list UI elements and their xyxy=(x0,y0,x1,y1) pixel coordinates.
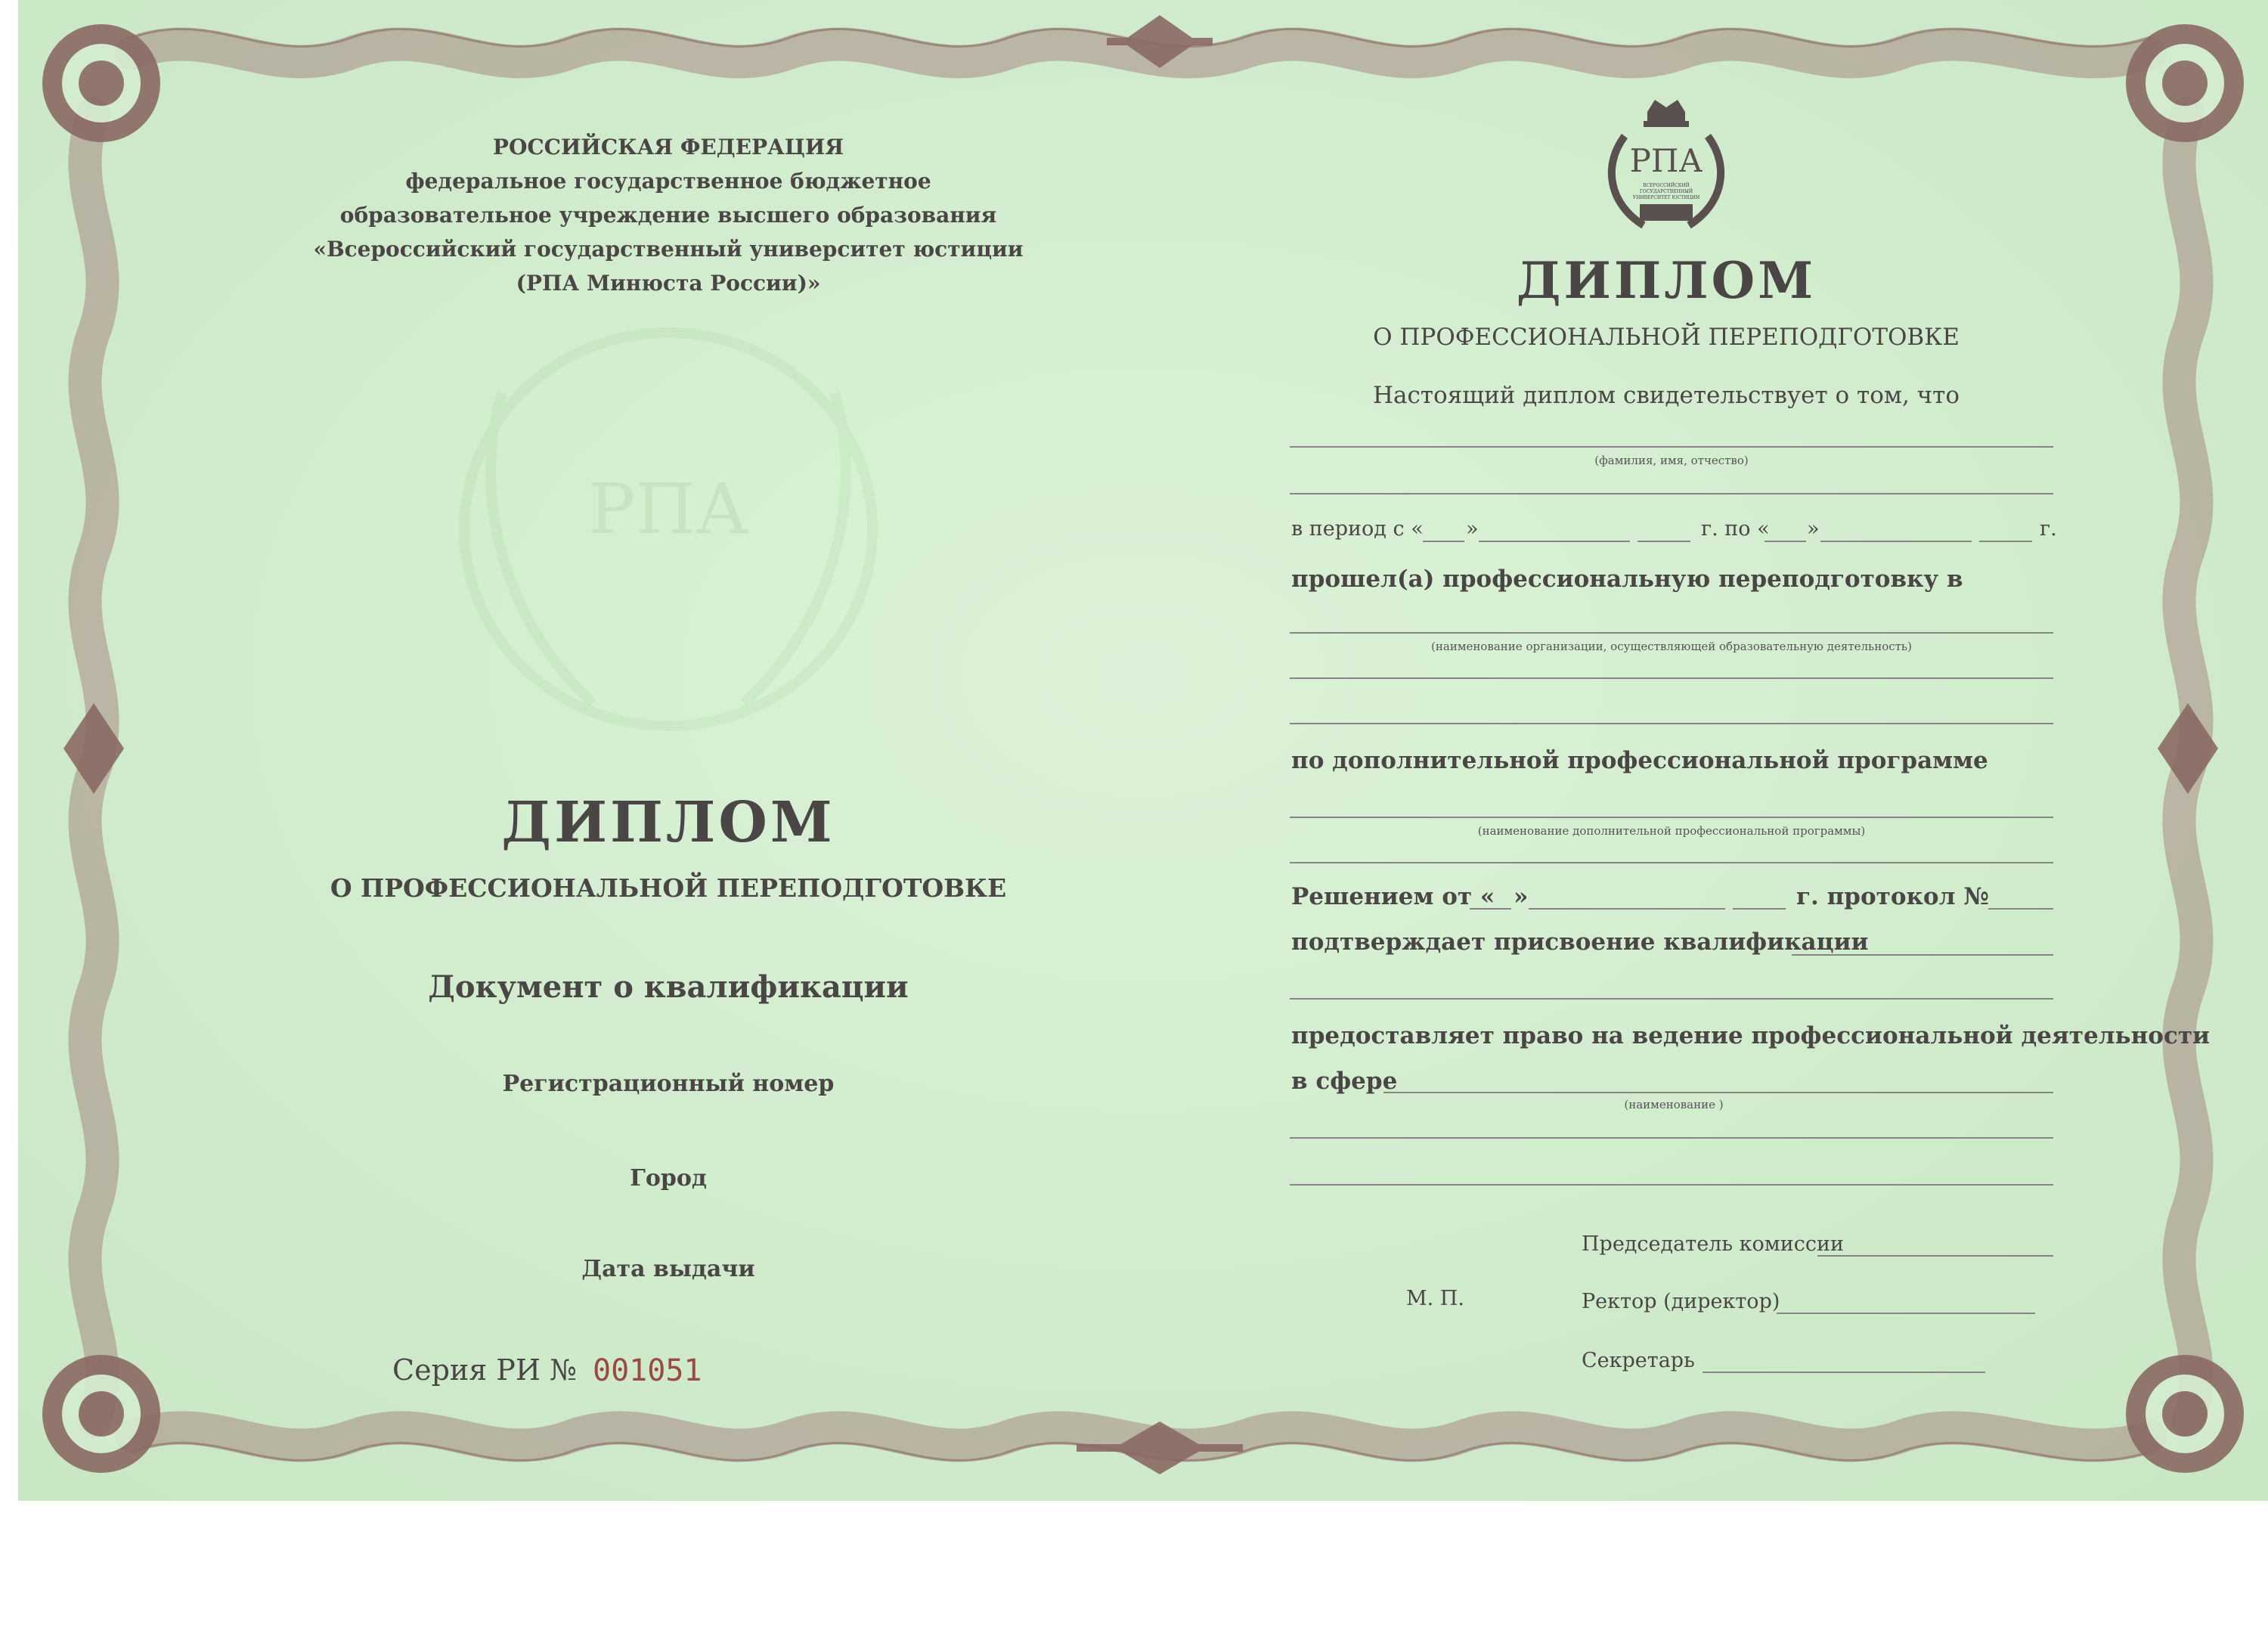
period-from-month-field[interactable] xyxy=(1479,541,1630,542)
organization-caption: (наименование организации, осуществляющей образовательную деятельность) xyxy=(1431,640,1912,653)
protocol-label: г. протокол № xyxy=(1796,883,1989,910)
period-to-month-field[interactable] xyxy=(1820,541,1972,542)
grants-text: предоставляет право на ведение профессиональной деятельности xyxy=(1291,1022,2211,1049)
registration-number-label: Регистрационный номер xyxy=(502,1071,835,1097)
full-name-caption: (фамилия, имя, отчество) xyxy=(1594,454,1749,467)
sphere-caption: (наименование ) xyxy=(1624,1098,1724,1111)
period-to-quote: » xyxy=(1807,517,1820,541)
document-type: Документ о квалификации xyxy=(428,969,909,1005)
program-line[interactable] xyxy=(1290,817,2053,818)
header-country: РОССИЙСКАЯ ФЕДЕРАЦИЯ xyxy=(492,135,844,160)
emblem-caption: ВСЕРОССИЙСКИЙ ГОСУДАРСТВЕННЫЙ УНИВЕРСИТЕТ ЮСТИЦИИ xyxy=(1632,183,1700,200)
rector-signature-line[interactable] xyxy=(1777,1313,2035,1314)
seal-place-label: М. П. xyxy=(1406,1287,1464,1310)
period-year-suffix: г. xyxy=(2040,517,2057,541)
organization-line-3[interactable] xyxy=(1290,723,2053,724)
program-line-2[interactable] xyxy=(1290,862,2053,863)
protocol-number-field[interactable] xyxy=(1988,908,2053,910)
program-caption: (наименование дополнительной профессиональной программы) xyxy=(1477,824,1866,838)
period-to-year-field[interactable] xyxy=(1979,541,2032,542)
chairman-signature-line[interactable] xyxy=(1817,1255,2053,1257)
confirms-text: подтверждает присвоение квалификации xyxy=(1291,928,1869,956)
sphere-line-2[interactable] xyxy=(1290,1137,2053,1139)
issuer-header xyxy=(313,130,1024,300)
period-from-quote: » xyxy=(1466,517,1479,541)
header-abbreviation: (РПА Минюста России)» xyxy=(516,271,821,296)
left-title: ДИПЛОМ xyxy=(501,790,835,855)
right-subtitle: О ПРОФЕССИОНАЛЬНОЙ ПЕРЕПОДГОТОВКЕ xyxy=(1373,324,1960,351)
sphere-label: в сфере xyxy=(1291,1068,1398,1095)
header-line-3: образовательное учреждение высшего образования xyxy=(339,203,997,228)
full-name-line-2[interactable] xyxy=(1290,493,2053,494)
chairman-label: Председатель комиссии xyxy=(1582,1232,1844,1256)
decision-label: Решением от « xyxy=(1291,883,1495,910)
left-subtitle: О ПРОФЕССИОНАЛЬНОЙ ПЕРЕПОДГОТОВКЕ xyxy=(330,873,1007,903)
passed-text: прошел(а) профессиональную переподготовку в xyxy=(1291,566,1963,593)
diploma-sheet xyxy=(18,0,2268,1501)
period-from-year-field[interactable] xyxy=(1637,541,1690,542)
sphere-field[interactable] xyxy=(1383,1092,2053,1093)
emblem-letters: РПА xyxy=(1629,142,1703,179)
full-name-line[interactable] xyxy=(1290,446,2053,448)
rector-label: Ректор (директор) xyxy=(1582,1290,1780,1313)
watermark-emblem-letters: РПА xyxy=(588,469,748,550)
city-label: Город xyxy=(630,1165,707,1192)
certifies-text: Настоящий диплом свидетельствует о том, что xyxy=(1373,382,1960,409)
organization-line[interactable] xyxy=(1290,632,2053,634)
secretary-signature-line[interactable] xyxy=(1703,1372,1985,1373)
period-to-day-field[interactable] xyxy=(1765,541,1806,542)
program-text: по дополнительной профессиональной программе xyxy=(1291,747,1988,774)
issue-date-label: Дата выдачи xyxy=(581,1256,755,1282)
organization-line-2[interactable] xyxy=(1290,677,2053,679)
secretary-label: Секретарь xyxy=(1582,1349,1695,1372)
period-from-label: в период с « xyxy=(1291,517,1424,541)
decision-year-field[interactable] xyxy=(1733,908,1786,910)
qualification-line-2[interactable] xyxy=(1290,998,2053,1000)
decision-day-field[interactable] xyxy=(1470,908,1511,910)
period-from-day-field[interactable] xyxy=(1423,541,1464,542)
series-number: 001051 xyxy=(593,1353,702,1388)
header-university: «Всероссийский государственный университет юстиции xyxy=(313,237,1024,262)
series-label: Серия РИ № xyxy=(392,1353,578,1387)
qualification-field[interactable] xyxy=(1792,954,2053,956)
decision-month-field[interactable] xyxy=(1529,908,1725,910)
decision-quote: » xyxy=(1514,883,1529,910)
period-to-label: г. по « xyxy=(1701,517,1770,541)
header-line-2: федеральное государственное бюджетное xyxy=(405,169,931,194)
right-title: ДИПЛОМ xyxy=(1516,251,1817,310)
sphere-line-3[interactable] xyxy=(1290,1184,2053,1186)
